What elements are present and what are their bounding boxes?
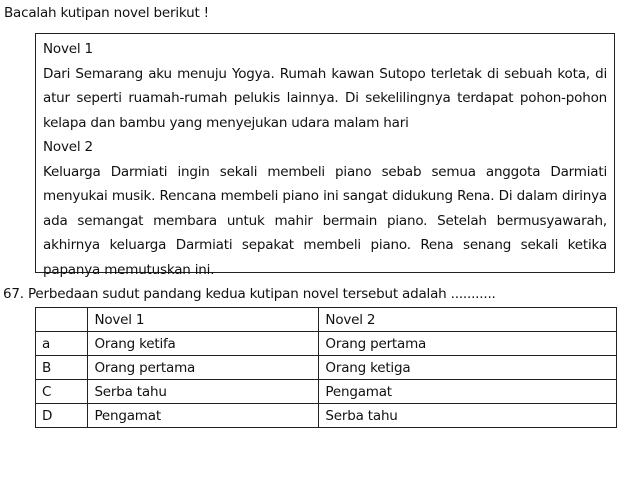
answer-options-table [35, 307, 617, 428]
instruction-text: Bacalah kutipan novel berikut ! [4, 5, 209, 21]
passage-box [35, 33, 615, 278]
passage-heading-novel-2: Novel 2 [43, 139, 93, 155]
table-row [36, 356, 617, 380]
option-novel-2: Serba tahu [319, 404, 617, 428]
option-novel-1: Pengamat [88, 404, 319, 428]
table-row [36, 404, 617, 428]
passage-text-novel-1: Dari Semarang aku menuju Yogya. Rumah kawan Sutopo terletak di sebuah kota, di atur seperti ruamah-rumah pelukis lainnya. Di sekelilingnya terdapat pohon-pohon kelapa dan bambu yang menyejukan udara malam hari [43, 65, 607, 131]
question-text: 67. Perbedaan sudut pandang kedua kutipan novel tersebut adalah ........... [3, 286, 496, 302]
table-row [36, 380, 617, 404]
option-letter: B [36, 356, 88, 380]
table-header-cell: Novel 2 [319, 308, 617, 332]
table-header-row [36, 308, 617, 332]
table-header-cell: Novel 1 [88, 308, 319, 332]
table-header-cell [36, 308, 88, 332]
option-letter: D [36, 404, 88, 428]
passage-text-novel-2: Keluarga Darmiati ingin sekali membeli piano sebab semua anggota Darmiati menyukai musik. Rencana membeli piano ini sangat didukung Rena. Di dalam dirinya ada semangat membara untuk mahir bermain piano. Setelah bermusyawarah, akhirnya keluarga Darmiati sepakat membeli piano. Rena senang sekali ketika papanya memutuskan ini. [43, 163, 607, 278]
option-novel-1: Serba tahu [88, 380, 319, 404]
option-letter: a [36, 332, 88, 356]
option-novel-2: Orang ketiga [319, 356, 617, 380]
option-novel-2: Orang pertama [319, 332, 617, 356]
option-novel-1: Orang ketifa [88, 332, 319, 356]
option-novel-2: Pengamat [319, 380, 617, 404]
table-row [36, 332, 617, 356]
passage-heading-novel-1: Novel 1 [43, 41, 93, 57]
option-letter: C [36, 380, 88, 404]
option-novel-1: Orang pertama [88, 356, 319, 380]
